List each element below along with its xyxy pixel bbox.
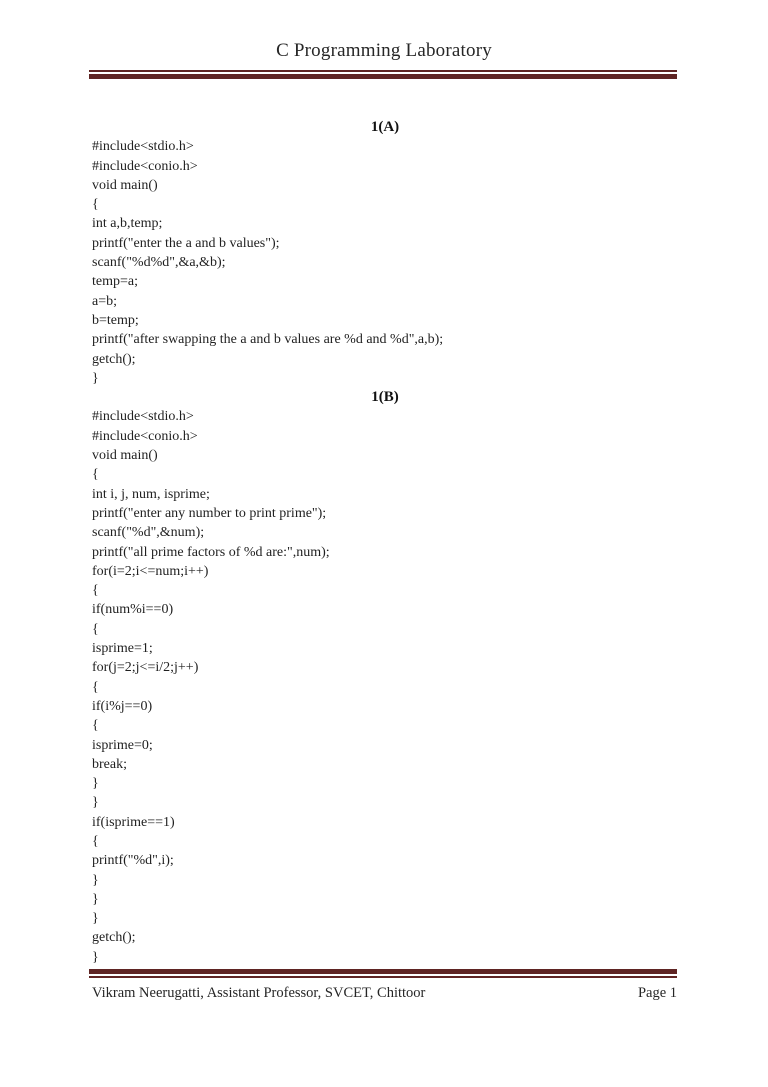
code-line: void main() xyxy=(92,177,158,193)
code-line: } xyxy=(92,891,99,907)
code-line: #include<stdio.h> xyxy=(92,139,194,155)
code-line: printf("%d",i); xyxy=(92,853,174,869)
code-line: scanf("%d",&num); xyxy=(92,525,205,541)
code-line: for(j=2;j<=i/2;j++) xyxy=(92,660,199,676)
code-line: } xyxy=(92,872,99,888)
code-line: { xyxy=(92,621,99,637)
code-line: temp=a; xyxy=(92,274,138,290)
code-line: if(num%i==0) xyxy=(92,602,174,618)
footer-row xyxy=(92,984,677,1002)
code-line: break; xyxy=(92,756,127,772)
code-line: { xyxy=(92,197,99,213)
code-line: int a,b,temp; xyxy=(92,216,163,232)
code-line: #include<conio.h> xyxy=(92,158,198,174)
code-line: scanf("%d%d",&a,&b); xyxy=(92,255,226,271)
code-line: { xyxy=(92,583,99,599)
code-line: void main() xyxy=(92,448,158,464)
code-line: b=temp; xyxy=(92,312,139,328)
section-heading: 1(B) xyxy=(371,389,399,406)
code-line: { xyxy=(92,679,99,695)
code-line: getch(); xyxy=(92,930,136,946)
code-line: } xyxy=(92,911,99,927)
document-title: C Programming Laboratory xyxy=(276,40,492,61)
footer-rule-thin-line xyxy=(89,976,677,978)
code-line: { xyxy=(92,718,99,734)
code-line: isprime=1; xyxy=(92,641,153,657)
code-line: printf("enter any number to print prime"); xyxy=(92,505,327,521)
code-line: if(isprime==1) xyxy=(92,814,175,830)
code-line: } xyxy=(92,795,99,811)
header-rule xyxy=(89,70,677,79)
footer xyxy=(0,969,768,1002)
code-line: if(i%j==0) xyxy=(92,698,153,714)
code-line: printf("after swapping the a and b values are %d and %d",a,b); xyxy=(92,332,444,348)
code-line: #include<stdio.h> xyxy=(92,409,194,425)
section-heading: 1(A) xyxy=(370,119,400,135)
code-line: } xyxy=(92,370,99,386)
code-line: { xyxy=(92,833,99,849)
code-line: printf("all prime factors of %d are:",num); xyxy=(92,544,330,560)
code-line: printf("enter the a and b values"); xyxy=(92,235,280,251)
code-line: { xyxy=(92,467,99,483)
footer-page-number: Page 1 xyxy=(637,985,677,1001)
code-line: getch(); xyxy=(92,351,136,367)
code-line: #include<conio.h> xyxy=(92,428,198,444)
footer-author: Vikram Neerugatti, Assistant Professor, SVCET, Chittoor xyxy=(92,985,426,1001)
code-line: } xyxy=(92,776,99,792)
code-line: a=b; xyxy=(92,293,117,309)
code-content xyxy=(92,118,678,967)
code-line: isprime=0; xyxy=(92,737,153,753)
code-line: int i, j, num, isprime; xyxy=(92,486,210,502)
code-line: } xyxy=(92,949,99,965)
footer-rule xyxy=(89,969,677,978)
code-line: for(i=2;i<=num;i++) xyxy=(92,563,209,579)
header-rule-thick-line xyxy=(89,74,677,79)
